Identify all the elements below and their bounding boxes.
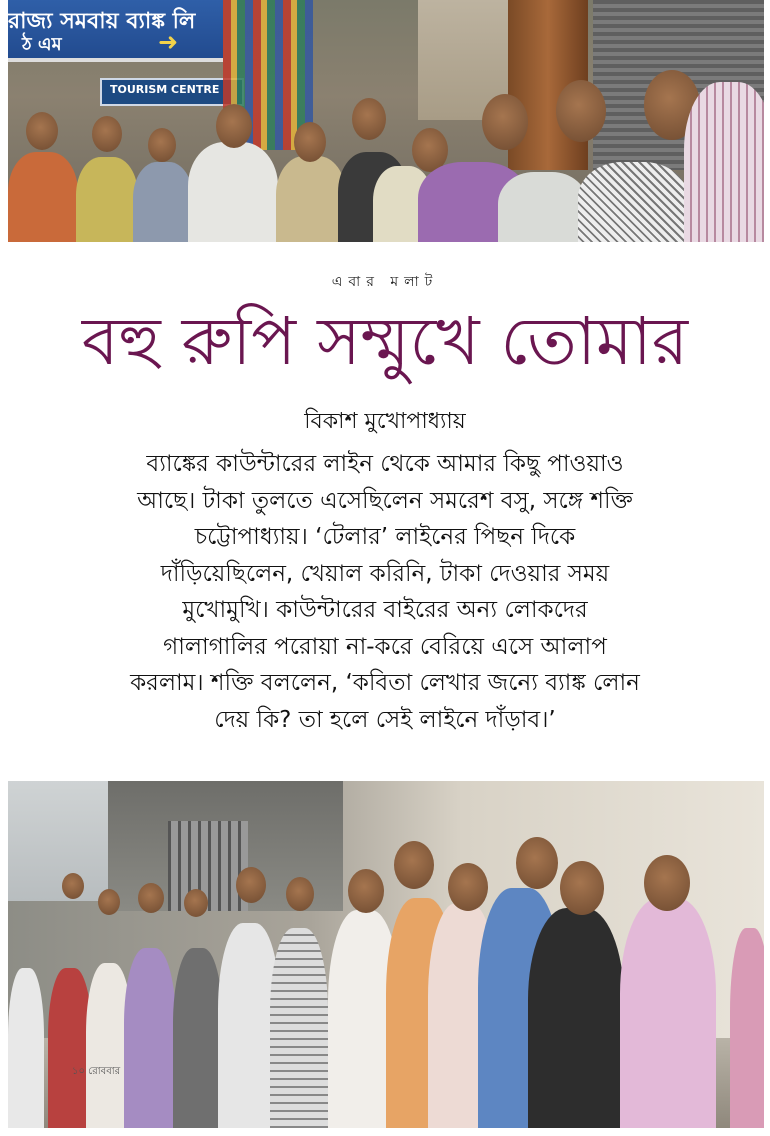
person-head <box>560 861 604 915</box>
person-head <box>286 877 314 911</box>
person <box>578 162 688 242</box>
person-head <box>148 128 176 162</box>
person-head <box>644 855 690 911</box>
person-head <box>62 873 84 899</box>
person-head <box>92 116 122 152</box>
person-head <box>184 889 208 917</box>
person-head <box>294 122 326 162</box>
person <box>276 156 346 242</box>
bottom-photo-bank-queue <box>8 781 764 1128</box>
person-head <box>98 889 120 915</box>
gate-grille <box>168 821 248 911</box>
body-line: গালাগালির পরোয়া না-করে বেরিয়ে এসে আলাপ <box>163 633 607 660</box>
person-head <box>216 104 252 148</box>
body-line: ব্যাঙ্কের কাউন্টারের লাইন থেকে আমার কিছু পাওয়াও <box>146 451 624 477</box>
body-line: করলাম। শক্তি বললেন, ‘কবিতা লেখার জন্যে ব্যাঙ্ক লোন <box>130 670 640 696</box>
bank-sign-text: রাজ্য সমবায় ব্যাঙ্ক লি <box>8 9 196 34</box>
person-head <box>482 94 528 150</box>
person-head <box>138 883 164 913</box>
bank-sign-subtext: ঠ এম <box>22 34 62 55</box>
person-head <box>26 112 58 150</box>
person <box>620 898 716 1128</box>
person <box>8 152 78 242</box>
person <box>270 928 328 1128</box>
page-number: ১০ রোববার <box>72 1066 121 1077</box>
top-photo-bank-queue <box>8 0 764 242</box>
article-body <box>40 446 730 738</box>
arrow-right-icon: ➜ <box>158 28 179 56</box>
tourism-sign-text: TOURISM CENTRE <box>110 83 220 96</box>
building-wall <box>8 781 108 901</box>
headline: বহু রুপি সম্মুখে তোমার <box>81 303 689 380</box>
person-head <box>394 841 434 889</box>
body-line: চট্টোপাধ্যায়। ‘টেলার’ লাইনের পিছন দিকে <box>194 524 576 550</box>
section-kicker: এবার মলাট <box>331 274 439 290</box>
byline: বিকাশ মুখোপাধ্যায় <box>304 409 466 434</box>
person <box>8 968 44 1128</box>
person-head <box>236 867 266 903</box>
person-head <box>556 80 606 142</box>
person-head <box>352 98 386 140</box>
person <box>76 157 138 242</box>
person <box>124 948 176 1128</box>
bank-sign <box>8 0 223 62</box>
person <box>730 928 764 1128</box>
person-head <box>448 863 488 911</box>
person <box>173 948 223 1128</box>
person-head <box>348 869 384 913</box>
body-line: দাঁড়িয়েছিলেন, খেয়াল করিনি, টাকা দেওয়ার সময় <box>160 560 610 587</box>
body-line: দেয় কি? তা হলে সেই লাইনে দাঁড়াব।’ <box>214 706 556 733</box>
person <box>188 142 278 242</box>
person <box>528 908 624 1128</box>
body-line: আছে। টাকা তুলতে এসেছিলেন সমরেশ বসু, সঙ্গে শক্তি <box>137 487 633 514</box>
person <box>133 162 193 242</box>
person <box>498 172 588 242</box>
person-head <box>516 837 558 889</box>
body-line: মুখোমুখি। কাউন্টারের বাইরের অন্য লোকদের <box>182 597 588 623</box>
person <box>684 82 764 242</box>
